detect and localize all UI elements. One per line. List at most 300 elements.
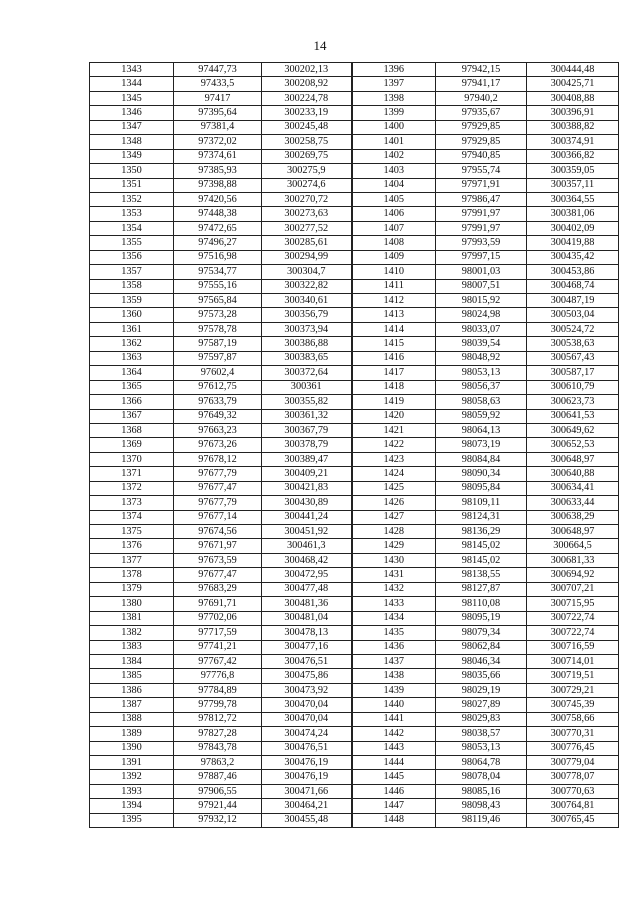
x-coordinate-cell: 97887,46 [174, 770, 262, 784]
y-coordinate-cell: 300421,83 [262, 481, 352, 495]
table-row [90, 149, 619, 163]
y-coordinate-cell: 300716,59 [527, 640, 619, 654]
table-row [90, 712, 619, 726]
coordinates-table [89, 62, 619, 828]
table-row [90, 250, 619, 264]
point-number-cell: 1348 [90, 135, 174, 149]
point-number-cell: 1425 [352, 481, 436, 495]
y-coordinate-cell: 300322,82 [262, 279, 352, 293]
table-row [90, 207, 619, 221]
point-number-cell: 1364 [90, 366, 174, 380]
x-coordinate-cell: 97565,84 [174, 294, 262, 308]
y-coordinate-cell: 300396,91 [527, 106, 619, 120]
point-number-cell: 1358 [90, 279, 174, 293]
y-coordinate-cell: 300455,48 [262, 813, 352, 827]
y-coordinate-cell: 300444,48 [527, 63, 619, 77]
x-coordinate-cell: 97971,91 [436, 178, 527, 192]
point-number-cell: 1439 [352, 683, 436, 697]
x-coordinate-cell: 98058,63 [436, 395, 527, 409]
point-number-cell: 1392 [90, 770, 174, 784]
point-number-cell: 1394 [90, 799, 174, 813]
x-coordinate-cell: 97420,56 [174, 192, 262, 206]
x-coordinate-cell: 98078,04 [436, 770, 527, 784]
y-coordinate-cell: 300388,82 [527, 120, 619, 134]
table-row [90, 568, 619, 582]
point-number-cell: 1444 [352, 756, 436, 770]
x-coordinate-cell: 97921,44 [174, 799, 262, 813]
x-coordinate-cell: 98029,19 [436, 683, 527, 697]
table-row [90, 178, 619, 192]
point-number-cell: 1406 [352, 207, 436, 221]
point-number-cell: 1346 [90, 106, 174, 120]
x-coordinate-cell: 97941,17 [436, 77, 527, 91]
y-coordinate-cell: 300474,24 [262, 727, 352, 741]
table-row [90, 423, 619, 437]
table-row [90, 438, 619, 452]
table-row [90, 337, 619, 351]
y-coordinate-cell: 300641,53 [527, 409, 619, 423]
y-coordinate-cell: 300381,06 [527, 207, 619, 221]
y-coordinate-cell: 300524,72 [527, 322, 619, 336]
table-row [90, 756, 619, 770]
table-row [90, 640, 619, 654]
x-coordinate-cell: 97602,4 [174, 366, 262, 380]
y-coordinate-cell: 300470,04 [262, 698, 352, 712]
point-number-cell: 1363 [90, 351, 174, 365]
y-coordinate-cell: 300503,04 [527, 308, 619, 322]
point-number-cell: 1371 [90, 467, 174, 481]
table-row [90, 452, 619, 466]
table-row [90, 77, 619, 91]
y-coordinate-cell: 300461,3 [262, 539, 352, 553]
point-number-cell: 1438 [352, 669, 436, 683]
y-coordinate-cell: 300776,45 [527, 741, 619, 755]
y-coordinate-cell: 300430,89 [262, 496, 352, 510]
x-coordinate-cell: 98145,02 [436, 553, 527, 567]
y-coordinate-cell: 300694,92 [527, 568, 619, 582]
x-coordinate-cell: 97671,97 [174, 539, 262, 553]
y-coordinate-cell: 300340,61 [262, 294, 352, 308]
x-coordinate-cell: 97997,15 [436, 250, 527, 264]
point-number-cell: 1435 [352, 626, 436, 640]
point-number-cell: 1347 [90, 120, 174, 134]
point-number-cell: 1446 [352, 784, 436, 798]
y-coordinate-cell: 300765,45 [527, 813, 619, 827]
x-coordinate-cell: 98046,34 [436, 654, 527, 668]
point-number-cell: 1445 [352, 770, 436, 784]
x-coordinate-cell: 97433,5 [174, 77, 262, 91]
y-coordinate-cell: 300729,21 [527, 683, 619, 697]
x-coordinate-cell: 98119,46 [436, 813, 527, 827]
y-coordinate-cell: 300707,21 [527, 582, 619, 596]
y-coordinate-cell: 300258,75 [262, 135, 352, 149]
x-coordinate-cell: 98035,66 [436, 669, 527, 683]
point-number-cell: 1388 [90, 712, 174, 726]
point-number-cell: 1437 [352, 654, 436, 668]
x-coordinate-cell: 98064,78 [436, 756, 527, 770]
y-coordinate-cell: 300633,44 [527, 496, 619, 510]
point-number-cell: 1443 [352, 741, 436, 755]
x-coordinate-cell: 97993,59 [436, 236, 527, 250]
y-coordinate-cell: 300270,72 [262, 192, 352, 206]
point-number-cell: 1361 [90, 322, 174, 336]
point-number-cell: 1383 [90, 640, 174, 654]
table-row [90, 727, 619, 741]
y-coordinate-cell: 300361 [262, 380, 352, 394]
x-coordinate-cell: 97940,85 [436, 149, 527, 163]
y-coordinate-cell: 300476,51 [262, 654, 352, 668]
point-number-cell: 1354 [90, 221, 174, 235]
x-coordinate-cell: 97398,88 [174, 178, 262, 192]
x-coordinate-cell: 97702,06 [174, 611, 262, 625]
point-number-cell: 1381 [90, 611, 174, 625]
y-coordinate-cell: 300425,71 [527, 77, 619, 91]
point-number-cell: 1419 [352, 395, 436, 409]
point-number-cell: 1408 [352, 236, 436, 250]
table-row [90, 553, 619, 567]
y-coordinate-cell: 300664,5 [527, 539, 619, 553]
point-number-cell: 1442 [352, 727, 436, 741]
table-row [90, 770, 619, 784]
point-number-cell: 1420 [352, 409, 436, 423]
point-number-cell: 1359 [90, 294, 174, 308]
x-coordinate-cell: 98056,37 [436, 380, 527, 394]
x-coordinate-cell: 97677,47 [174, 481, 262, 495]
point-number-cell: 1395 [90, 813, 174, 827]
y-coordinate-cell: 300441,24 [262, 510, 352, 524]
y-coordinate-cell: 300361,32 [262, 409, 352, 423]
y-coordinate-cell: 300378,79 [262, 438, 352, 452]
coordinates-table-body [90, 63, 619, 828]
x-coordinate-cell: 97385,93 [174, 164, 262, 178]
y-coordinate-cell: 300372,64 [262, 366, 352, 380]
table-row [90, 366, 619, 380]
y-coordinate-cell: 300364,55 [527, 192, 619, 206]
x-coordinate-cell: 97663,23 [174, 423, 262, 437]
y-coordinate-cell: 300640,88 [527, 467, 619, 481]
y-coordinate-cell: 300408,88 [527, 91, 619, 105]
x-coordinate-cell: 97776,8 [174, 669, 262, 683]
table-row [90, 481, 619, 495]
x-coordinate-cell: 98085,16 [436, 784, 527, 798]
point-number-cell: 1399 [352, 106, 436, 120]
x-coordinate-cell: 97677,79 [174, 467, 262, 481]
table-row [90, 192, 619, 206]
y-coordinate-cell: 300453,86 [527, 265, 619, 279]
y-coordinate-cell: 300681,33 [527, 553, 619, 567]
table-row [90, 799, 619, 813]
x-coordinate-cell: 98059,92 [436, 409, 527, 423]
y-coordinate-cell: 300402,09 [527, 221, 619, 235]
x-coordinate-cell: 98001,03 [436, 265, 527, 279]
x-coordinate-cell: 97677,79 [174, 496, 262, 510]
y-coordinate-cell: 300715,95 [527, 597, 619, 611]
point-number-cell: 1409 [352, 250, 436, 264]
point-number-cell: 1436 [352, 640, 436, 654]
point-number-cell: 1428 [352, 525, 436, 539]
y-coordinate-cell: 300389,47 [262, 452, 352, 466]
table-row [90, 351, 619, 365]
table-row [90, 380, 619, 394]
x-coordinate-cell: 98039,54 [436, 337, 527, 351]
x-coordinate-cell: 98053,13 [436, 366, 527, 380]
x-coordinate-cell: 97678,12 [174, 452, 262, 466]
x-coordinate-cell: 97381,4 [174, 120, 262, 134]
x-coordinate-cell: 97812,72 [174, 712, 262, 726]
y-coordinate-cell: 300764,81 [527, 799, 619, 813]
point-number-cell: 1414 [352, 322, 436, 336]
point-number-cell: 1360 [90, 308, 174, 322]
point-number-cell: 1407 [352, 221, 436, 235]
table-row [90, 322, 619, 336]
x-coordinate-cell: 97767,42 [174, 654, 262, 668]
x-coordinate-cell: 98064,13 [436, 423, 527, 437]
point-number-cell: 1426 [352, 496, 436, 510]
y-coordinate-cell: 300481,04 [262, 611, 352, 625]
y-coordinate-cell: 300745,39 [527, 698, 619, 712]
point-number-cell: 1356 [90, 250, 174, 264]
x-coordinate-cell: 97673,26 [174, 438, 262, 452]
point-number-cell: 1433 [352, 597, 436, 611]
x-coordinate-cell: 97633,79 [174, 395, 262, 409]
y-coordinate-cell: 300587,17 [527, 366, 619, 380]
x-coordinate-cell: 97673,59 [174, 553, 262, 567]
point-number-cell: 1417 [352, 366, 436, 380]
y-coordinate-cell: 300476,51 [262, 741, 352, 755]
point-number-cell: 1353 [90, 207, 174, 221]
x-coordinate-cell: 97496,27 [174, 236, 262, 250]
table-row [90, 654, 619, 668]
point-number-cell: 1396 [352, 63, 436, 77]
y-coordinate-cell: 300386,88 [262, 337, 352, 351]
y-coordinate-cell: 300419,88 [527, 236, 619, 250]
y-coordinate-cell: 300274,6 [262, 178, 352, 192]
y-coordinate-cell: 300273,63 [262, 207, 352, 221]
x-coordinate-cell: 97929,85 [436, 135, 527, 149]
x-coordinate-cell: 97683,29 [174, 582, 262, 596]
point-number-cell: 1415 [352, 337, 436, 351]
point-number-cell: 1441 [352, 712, 436, 726]
point-number-cell: 1440 [352, 698, 436, 712]
point-number-cell: 1431 [352, 568, 436, 582]
point-number-cell: 1372 [90, 481, 174, 495]
y-coordinate-cell: 300304,7 [262, 265, 352, 279]
table-row [90, 395, 619, 409]
y-coordinate-cell: 300374,91 [527, 135, 619, 149]
y-coordinate-cell: 300451,92 [262, 525, 352, 539]
x-coordinate-cell: 98109,11 [436, 496, 527, 510]
y-coordinate-cell: 300245,48 [262, 120, 352, 134]
x-coordinate-cell: 98124,31 [436, 510, 527, 524]
y-coordinate-cell: 300722,74 [527, 626, 619, 640]
table-row [90, 525, 619, 539]
x-coordinate-cell: 97516,98 [174, 250, 262, 264]
y-coordinate-cell: 300770,31 [527, 727, 619, 741]
point-number-cell: 1405 [352, 192, 436, 206]
point-number-cell: 1402 [352, 149, 436, 163]
x-coordinate-cell: 97799,78 [174, 698, 262, 712]
point-number-cell: 1400 [352, 120, 436, 134]
point-number-cell: 1421 [352, 423, 436, 437]
y-coordinate-cell: 300714,01 [527, 654, 619, 668]
x-coordinate-cell: 98062,84 [436, 640, 527, 654]
point-number-cell: 1412 [352, 294, 436, 308]
x-coordinate-cell: 98145,02 [436, 539, 527, 553]
point-number-cell: 1430 [352, 553, 436, 567]
point-number-cell: 1389 [90, 727, 174, 741]
point-number-cell: 1377 [90, 553, 174, 567]
y-coordinate-cell: 300538,63 [527, 337, 619, 351]
point-number-cell: 1385 [90, 669, 174, 683]
x-coordinate-cell: 97374,61 [174, 149, 262, 163]
point-number-cell: 1391 [90, 756, 174, 770]
x-coordinate-cell: 97555,16 [174, 279, 262, 293]
x-coordinate-cell: 98127,87 [436, 582, 527, 596]
x-coordinate-cell: 97674,56 [174, 525, 262, 539]
x-coordinate-cell: 98038,57 [436, 727, 527, 741]
y-coordinate-cell: 300356,79 [262, 308, 352, 322]
point-number-cell: 1424 [352, 467, 436, 481]
x-coordinate-cell: 97991,97 [436, 207, 527, 221]
y-coordinate-cell: 300477,48 [262, 582, 352, 596]
x-coordinate-cell: 97597,87 [174, 351, 262, 365]
point-number-cell: 1373 [90, 496, 174, 510]
x-coordinate-cell: 98079,34 [436, 626, 527, 640]
x-coordinate-cell: 98033,07 [436, 322, 527, 336]
point-number-cell: 1365 [90, 380, 174, 394]
x-coordinate-cell: 97372,02 [174, 135, 262, 149]
y-coordinate-cell: 300779,04 [527, 756, 619, 770]
table-row [90, 784, 619, 798]
y-coordinate-cell: 300722,74 [527, 611, 619, 625]
point-number-cell: 1429 [352, 539, 436, 553]
table-row [90, 164, 619, 178]
table-row [90, 308, 619, 322]
y-coordinate-cell: 300567,43 [527, 351, 619, 365]
point-number-cell: 1387 [90, 698, 174, 712]
y-coordinate-cell: 300468,42 [262, 553, 352, 567]
x-coordinate-cell: 98084,84 [436, 452, 527, 466]
x-coordinate-cell: 97929,85 [436, 120, 527, 134]
point-number-cell: 1345 [90, 91, 174, 105]
point-number-cell: 1432 [352, 582, 436, 596]
point-number-cell: 1403 [352, 164, 436, 178]
y-coordinate-cell: 300487,19 [527, 294, 619, 308]
x-coordinate-cell: 97986,47 [436, 192, 527, 206]
y-coordinate-cell: 300208,92 [262, 77, 352, 91]
table-row [90, 582, 619, 596]
table-row [90, 467, 619, 481]
point-number-cell: 1362 [90, 337, 174, 351]
y-coordinate-cell: 300778,07 [527, 770, 619, 784]
point-number-cell: 1369 [90, 438, 174, 452]
y-coordinate-cell: 300202,13 [262, 63, 352, 77]
point-number-cell: 1404 [352, 178, 436, 192]
y-coordinate-cell: 300435,42 [527, 250, 619, 264]
y-coordinate-cell: 300275,9 [262, 164, 352, 178]
table-row [90, 265, 619, 279]
table-row [90, 597, 619, 611]
point-number-cell: 1418 [352, 380, 436, 394]
y-coordinate-cell: 300277,52 [262, 221, 352, 235]
point-number-cell: 1411 [352, 279, 436, 293]
y-coordinate-cell: 300476,19 [262, 770, 352, 784]
point-number-cell: 1393 [90, 784, 174, 798]
x-coordinate-cell: 97784,89 [174, 683, 262, 697]
y-coordinate-cell: 300366,82 [527, 149, 619, 163]
y-coordinate-cell: 300383,65 [262, 351, 352, 365]
x-coordinate-cell: 98048,92 [436, 351, 527, 365]
y-coordinate-cell: 300476,19 [262, 756, 352, 770]
x-coordinate-cell: 97940,2 [436, 91, 527, 105]
y-coordinate-cell: 300652,53 [527, 438, 619, 452]
point-number-cell: 1374 [90, 510, 174, 524]
y-coordinate-cell: 300719,51 [527, 669, 619, 683]
point-number-cell: 1378 [90, 568, 174, 582]
y-coordinate-cell: 300373,94 [262, 322, 352, 336]
point-number-cell: 1380 [90, 597, 174, 611]
point-number-cell: 1344 [90, 77, 174, 91]
y-coordinate-cell: 300638,29 [527, 510, 619, 524]
point-number-cell: 1448 [352, 813, 436, 827]
x-coordinate-cell: 97717,59 [174, 626, 262, 640]
point-number-cell: 1390 [90, 741, 174, 755]
y-coordinate-cell: 300649,62 [527, 423, 619, 437]
y-coordinate-cell: 300610,79 [527, 380, 619, 394]
table-row [90, 683, 619, 697]
point-number-cell: 1370 [90, 452, 174, 466]
x-coordinate-cell: 97534,77 [174, 265, 262, 279]
point-number-cell: 1401 [352, 135, 436, 149]
table-row [90, 63, 619, 77]
y-coordinate-cell: 300473,92 [262, 683, 352, 697]
point-number-cell: 1413 [352, 308, 436, 322]
point-number-cell: 1427 [352, 510, 436, 524]
point-number-cell: 1447 [352, 799, 436, 813]
table-row [90, 510, 619, 524]
table-row [90, 91, 619, 105]
x-coordinate-cell: 97578,78 [174, 322, 262, 336]
y-coordinate-cell: 300475,86 [262, 669, 352, 683]
point-number-cell: 1379 [90, 582, 174, 596]
y-coordinate-cell: 300623,73 [527, 395, 619, 409]
x-coordinate-cell: 97935,67 [436, 106, 527, 120]
table-row [90, 539, 619, 553]
x-coordinate-cell: 97649,32 [174, 409, 262, 423]
point-number-cell: 1352 [90, 192, 174, 206]
point-number-cell: 1434 [352, 611, 436, 625]
table-row [90, 496, 619, 510]
point-number-cell: 1349 [90, 149, 174, 163]
table-row [90, 221, 619, 235]
point-number-cell: 1351 [90, 178, 174, 192]
x-coordinate-cell: 97741,21 [174, 640, 262, 654]
x-coordinate-cell: 98095,19 [436, 611, 527, 625]
x-coordinate-cell: 97448,38 [174, 207, 262, 221]
x-coordinate-cell: 98053,13 [436, 741, 527, 755]
x-coordinate-cell: 97395,64 [174, 106, 262, 120]
x-coordinate-cell: 97612,75 [174, 380, 262, 394]
y-coordinate-cell: 300355,82 [262, 395, 352, 409]
x-coordinate-cell: 98090,34 [436, 467, 527, 481]
point-number-cell: 1367 [90, 409, 174, 423]
point-number-cell: 1343 [90, 63, 174, 77]
y-coordinate-cell: 300233,19 [262, 106, 352, 120]
point-number-cell: 1382 [90, 626, 174, 640]
x-coordinate-cell: 97827,28 [174, 727, 262, 741]
point-number-cell: 1368 [90, 423, 174, 437]
y-coordinate-cell: 300409,21 [262, 467, 352, 481]
